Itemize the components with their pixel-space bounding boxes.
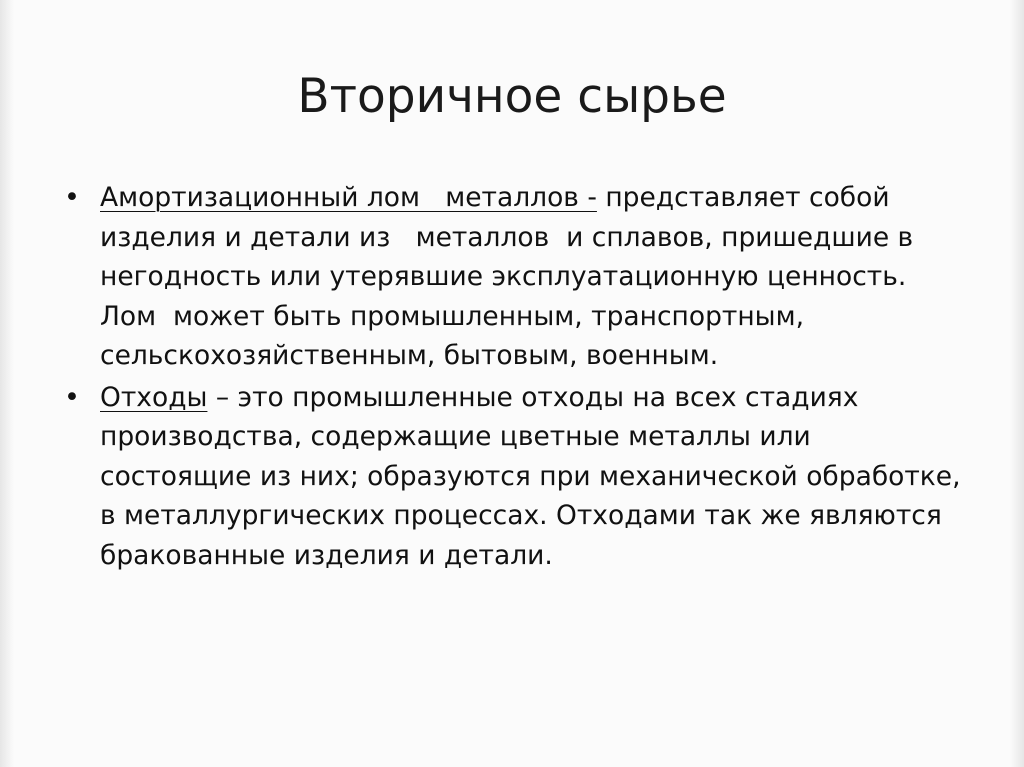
bullet-dot-icon: •: [64, 381, 80, 413]
bullet-term-scrap: Амортизационный лом металлов -: [100, 182, 597, 213]
bullet-text-scrap: представляет собой изделия и детали из металлов и сплавов, пришедшие в негодность или утерявшие эксплуатационную ценность. Лом может быть промышленным, транспортным, сельскохозяйственным, бытовым, военным.: [100, 182, 922, 371]
bullet-item-scrap: [64, 178, 964, 376]
bullet-item-waste: [64, 378, 969, 576]
bullet-dot-icon: •: [64, 182, 80, 213]
bullet-text-waste: – это промышленные отходы на всех стадиях производства, содержащие цветные металлы или состоящие из них; образуются при механической обработке, в металлургических процессах. Отходами так же являются бракованные изделия и детали.: [100, 381, 969, 571]
slide-title: Вторичное сырье: [297, 69, 727, 124]
bullet-list: [64, 178, 969, 575]
bullet-term-waste: Отходы: [100, 381, 208, 413]
